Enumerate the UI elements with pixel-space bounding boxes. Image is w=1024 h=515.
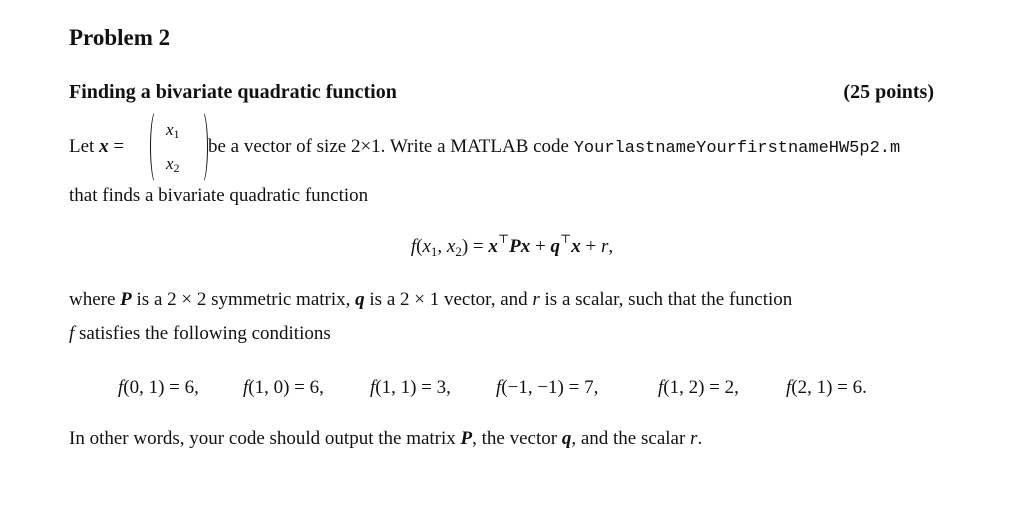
problem-title: Problem 2	[69, 25, 171, 50]
vector-size-text: be a vector of size 2×1. Write a MATLAB code	[208, 136, 569, 157]
main-equation: $f(x_1$, $x_2) = x^⊤Px + q^⊤x + r$,	[410, 232, 614, 259]
finds-function-text: that finds a bivariate quadratic function	[69, 185, 369, 206]
condition-6: f(2, 1) = 6.	[786, 377, 867, 398]
column-vector	[150, 110, 208, 186]
condition-4: f(−1, −1) = 7,	[496, 377, 599, 398]
vector-entry-top: x1	[166, 120, 180, 141]
let-word: Let	[69, 136, 95, 157]
problem-subtitle: Finding a bivariate quadratic function	[69, 81, 397, 103]
let-statement	[69, 136, 124, 158]
vector-description	[208, 136, 900, 158]
vector-entry-bottom: x2	[166, 154, 180, 175]
code-filename: YourlastnameYourfirstnameHW5p2.m	[573, 139, 901, 158]
left-parenthesis	[150, 110, 162, 184]
condition-3: f(1, 1) = 3,	[370, 377, 451, 398]
right-parenthesis	[196, 110, 208, 184]
condition-2: f(1, 0) = 6,	[243, 377, 324, 398]
final-instruction: In other words, your code should output the matrix P, the vector q, and the scalar r.	[69, 428, 703, 449]
points-label: (25 points)	[843, 81, 934, 103]
equals-sign: =	[113, 136, 125, 157]
where-line-1: where P is a 2 × 2 symmetric matrix, q is a 2 × 1 vector, and r is a scalar, such that the function	[69, 289, 793, 310]
condition-1: f(0, 1) = 6,	[118, 377, 199, 398]
x-vector-symbol: x	[99, 136, 109, 157]
where-line-2: f satisfies the following conditions	[69, 323, 331, 344]
condition-5: f(1, 2) = 2,	[658, 377, 739, 398]
